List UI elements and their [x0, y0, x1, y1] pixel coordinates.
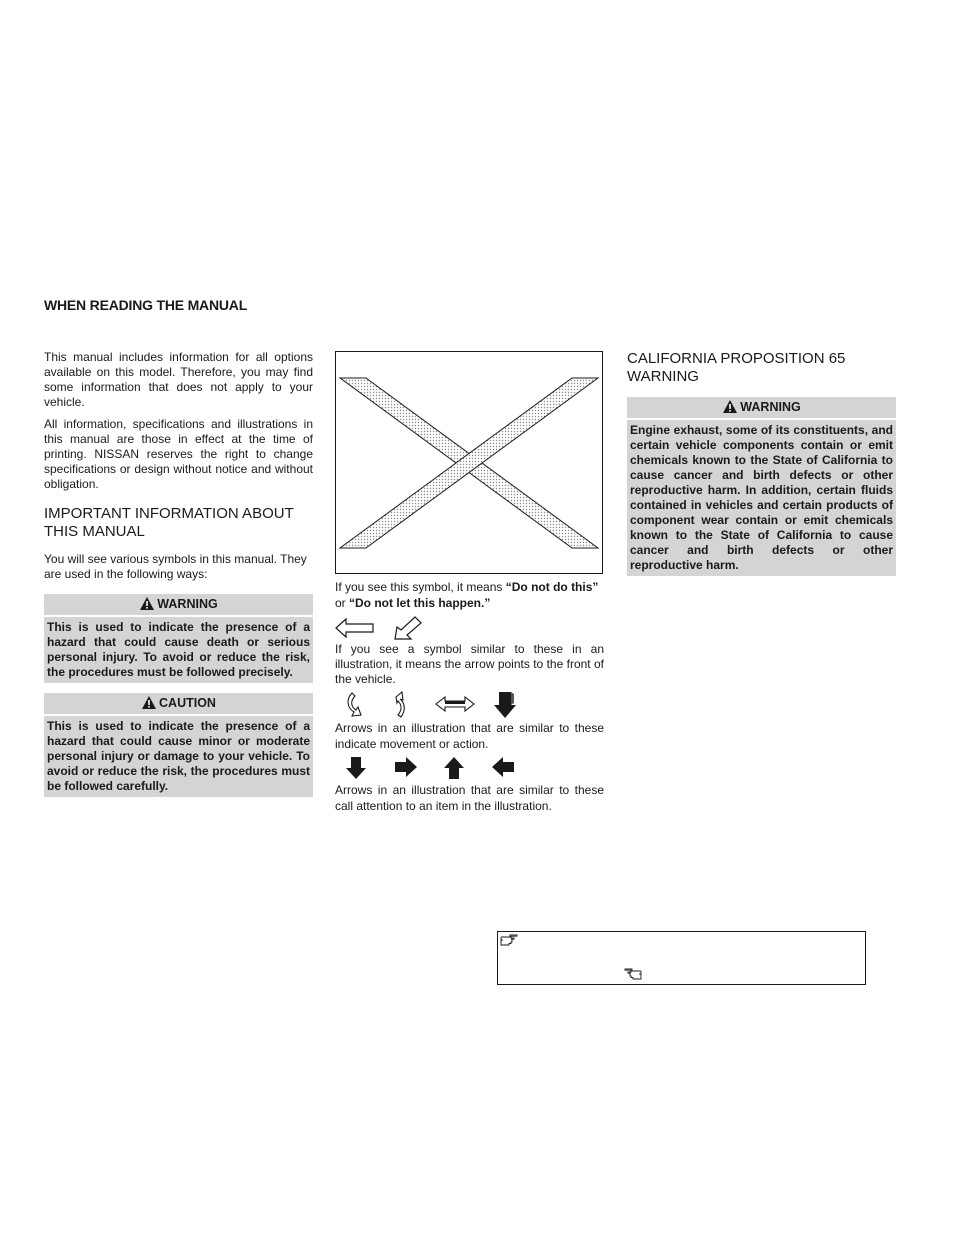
warning-triangle-icon [722, 399, 738, 414]
solid-arrow-left-icon [491, 756, 515, 778]
caution-box [44, 693, 313, 797]
double-arrow-icon [435, 696, 475, 712]
warning-box-header [44, 594, 313, 615]
warning-triangle-icon [139, 596, 155, 611]
curved-arrow-up-icon [393, 691, 413, 719]
attention-arrow-caption: Arrows in an illustration that are similar to these call attention to an item in the illustration. [335, 783, 604, 813]
important-info-subheading: IMPORTANT INFORMATION ABOUT THIS MANUAL [44, 505, 294, 540]
caution-label: CAUTION [159, 696, 216, 710]
info-paragraph: All information, specifications and illustrations in this manual are those in effect at the time of printing. NISSAN reserves the right to change specifications or design without notice and without obligation. [44, 417, 313, 491]
do-not-caption [335, 579, 605, 611]
front-arrows [335, 615, 435, 641]
front-arrow-caption: If you see a symbol similar to these in an illustration, it means the arrow points to the front of the vehicle. [335, 642, 604, 686]
prop65-warning-label: WARNING [740, 400, 801, 414]
prop65-subheading: CALIFORNIA PROPOSITION 65 WARNING [627, 350, 846, 385]
column-3 [627, 350, 896, 576]
warning-label: WARNING [157, 597, 218, 611]
attention-arrows [335, 755, 535, 781]
symbols-paragraph: You will see various symbols in this manual. They are used in the following ways: [44, 552, 307, 581]
curved-arrow-down-icon [345, 691, 369, 719]
page-heading: WHEN READING THE MANUAL [44, 297, 248, 313]
prop65-warning-box [627, 397, 896, 576]
caution-text: This is used to indicate the presence of a hazard that could cause minor or moderate personal injury or damage to your vehicle. To avoid or reduce the risk, the procedures must be followed carefully. [44, 716, 313, 797]
pointing-hand-icon [500, 934, 518, 946]
do-not-prefix: If you see this symbol, it means [335, 580, 503, 594]
cross-x-icon [336, 352, 602, 573]
intro-paragraph: This manual includes information for all options available on this model. Therefore, you may find some information that does not apply to your vehicle. [44, 350, 313, 409]
movement-arrows [335, 690, 535, 720]
do-not-symbol-box [335, 351, 603, 574]
do-not-bold-1: “Do not do this” [505, 580, 599, 594]
pointing-hand-icon [624, 968, 642, 980]
prop65-warning-header [627, 397, 896, 418]
warning-text: This is used to indicate the presence of a hazard that could cause death or serious personal injury. To avoid or reduce the risk, the procedures must be followed precisely. [44, 617, 313, 683]
movement-arrow-caption: Arrows in an illustration that are similar to these indicate movement or action. [335, 721, 604, 751]
caution-box-header [44, 693, 313, 714]
warning-box [44, 594, 313, 683]
reference-box [497, 931, 866, 985]
column-1 [44, 350, 313, 797]
front-arrow-left-icon [335, 617, 375, 639]
prop65-warning-text: Engine exhaust, some of its constituents, and certain vehicle components contain or emit chemicals known to the State of California to cause cancer and birth defects or other reproductive harm. In addition, certain fluids contained in vehicles and certain products of component wear contain or emit chemicals known to the State of California to cause cancer and birth defects or other reproductive harm. [627, 420, 896, 576]
do-not-bold-2: “Do not let this happen.” [349, 596, 491, 610]
solid-arrow-up-icon [443, 756, 465, 780]
do-not-or: or [335, 596, 346, 610]
front-arrow-diagonal-icon [393, 615, 423, 641]
warning-triangle-icon [141, 695, 157, 710]
bold-arrow-down-icon [493, 691, 517, 719]
solid-arrow-down-icon [345, 756, 367, 780]
solid-arrow-right-icon [394, 756, 418, 778]
